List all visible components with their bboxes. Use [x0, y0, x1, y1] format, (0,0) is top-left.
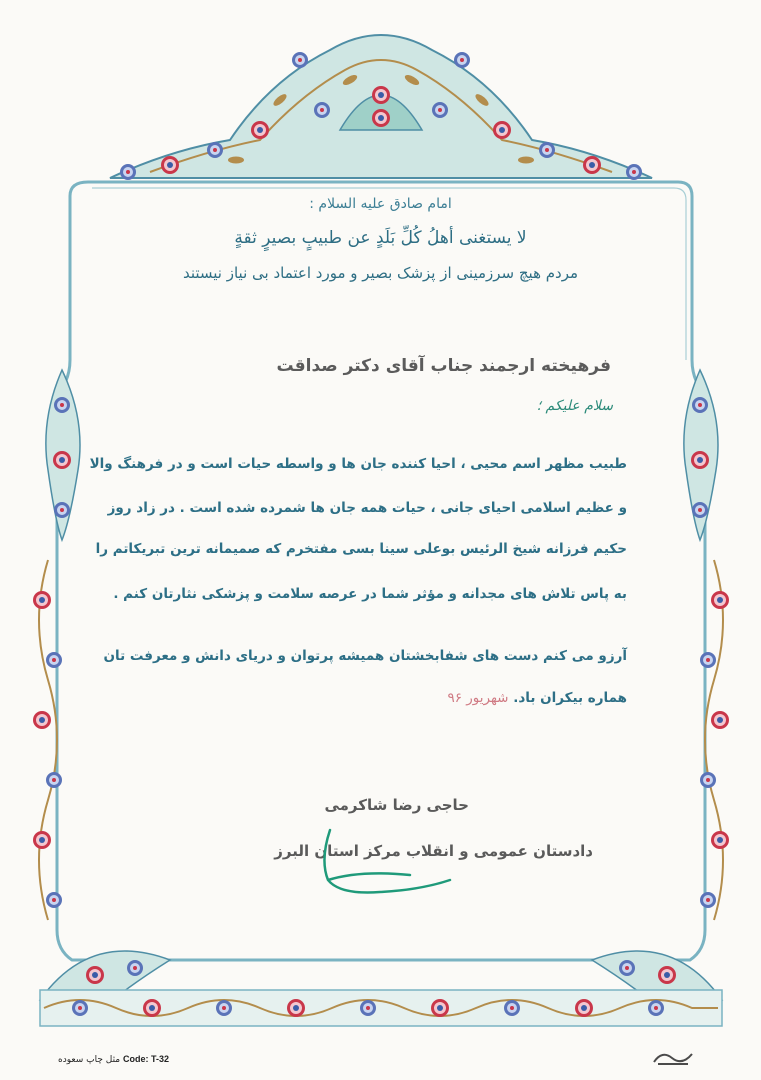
print-code — [58, 1054, 169, 1065]
printer-logo — [650, 1048, 696, 1068]
hadith-arabic-text: لا يستغنى أهلُ كُلِّ بَلَدٍ عن طبيبٍ بصيرٍ ثقةٍ — [234, 228, 527, 248]
recipient-line: فرهیخته ارجمند جناب آقای دکتر صداقت — [276, 356, 611, 376]
letter-line-5: آرزو می کنم دست های شفابخشتان همیشه پرتوان و دریای دانش و معرفت تان — [103, 648, 627, 664]
letter-line-3: حکیم فرزانه شیخ الرئیس بوعلی سینا بسی مفتخرم که صمیمانه ترین تبریکاتم را — [95, 541, 627, 557]
hadith-persian-translation: مردم هیچ سرزمینی از پزشک بصیر و مورد اعتماد بی نیاز نیستند — [182, 264, 579, 282]
letter-closing-line — [447, 690, 627, 706]
letter-line-2: و عظیم اسلامی احیای جانی ، حیات همه جان ها شمرده شده است . در زاد روز — [107, 500, 627, 516]
letter-line-4: به پاس تلاش های مجدانه و مؤثر شما در عرصه سلامت و پزشکی نثارتان کنم . — [113, 586, 627, 602]
hadith-intro: امام صادق علیه السلام : — [309, 196, 452, 212]
greeting: سلام علیکم ؛ — [536, 398, 613, 414]
handwritten-signature — [300, 820, 460, 910]
signatory-name: حاجی رضا شاکرمی — [324, 796, 469, 814]
letter-line-1: طبیب مظهر اسم محیی ، احیا کننده جان ها و واسطه حیات است و در فرهنگ والا — [89, 456, 627, 472]
letter-date: شهریور ۹۶ — [447, 690, 509, 706]
signatory-title: دادستان عمومی و انقلاب مرکز استان البرز — [274, 842, 593, 860]
print-note: مثل چاپ سعوده — [58, 1055, 121, 1065]
code-label: Code: T-32 — [122, 1054, 169, 1064]
closing-text: هماره بیکران باد. — [513, 690, 627, 706]
